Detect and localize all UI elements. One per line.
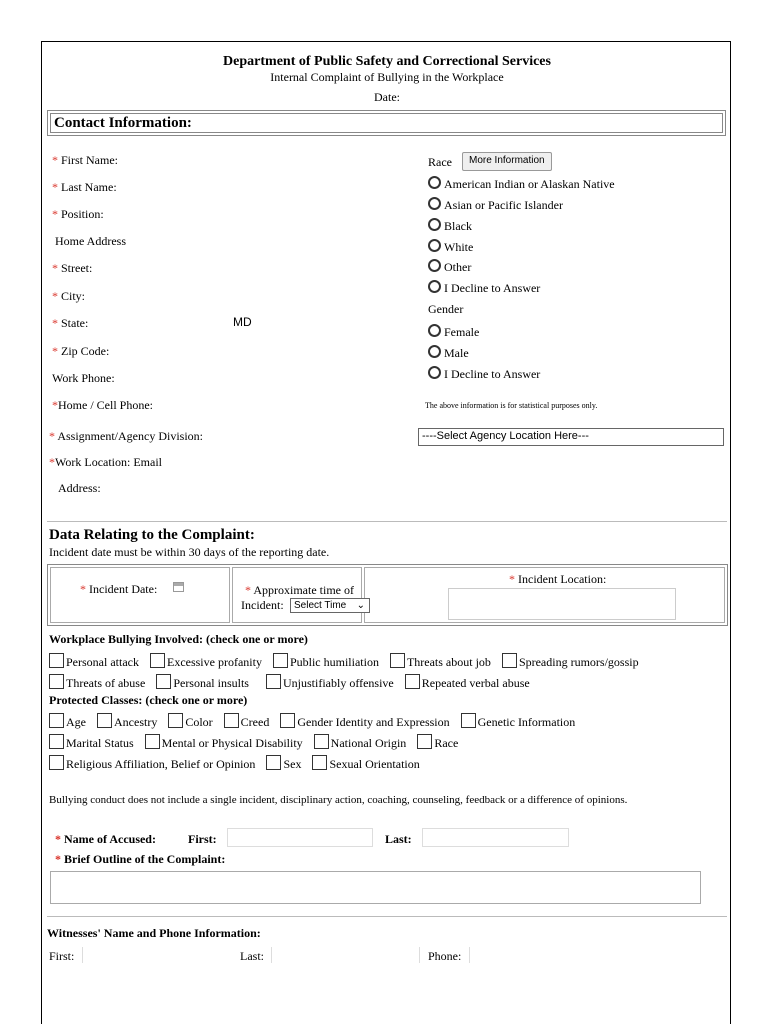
radio-icon[interactable] bbox=[428, 366, 441, 379]
last-name-label: * Last Name: bbox=[52, 180, 117, 194]
checkbox-icon[interactable] bbox=[156, 674, 171, 689]
race-option-white[interactable]: White bbox=[428, 239, 473, 255]
agency-location-select[interactable]: ----Select Agency Location Here--- bbox=[418, 428, 724, 446]
outline-label: * Brief Outline of the Complaint: bbox=[55, 852, 226, 866]
checkbox-icon[interactable] bbox=[417, 734, 432, 749]
checkbox-icon[interactable] bbox=[145, 734, 160, 749]
accused-first-label: First: bbox=[188, 832, 217, 846]
protected-row-3 bbox=[49, 755, 428, 772]
checkbox-disability[interactable]: Mental or Physical Disability bbox=[145, 736, 303, 750]
checkbox-icon[interactable] bbox=[49, 734, 64, 749]
incident-time-label: Incident: bbox=[241, 598, 284, 612]
checkbox-color[interactable]: Color bbox=[168, 715, 212, 729]
checkbox-creed[interactable]: Creed bbox=[224, 715, 270, 729]
witness-phone-label: Phone: bbox=[428, 949, 462, 963]
bullying-row-2 bbox=[49, 674, 538, 691]
zip-label: * Zip Code: bbox=[52, 344, 110, 358]
radio-icon[interactable] bbox=[428, 324, 441, 337]
checkbox-icon[interactable] bbox=[49, 653, 64, 668]
accused-name-label: * Name of Accused: bbox=[55, 832, 156, 846]
checkbox-race[interactable]: Race bbox=[417, 736, 458, 750]
radio-icon[interactable] bbox=[428, 218, 441, 231]
witness-last-input[interactable] bbox=[271, 947, 272, 963]
checkbox-icon[interactable] bbox=[266, 755, 281, 770]
witness-phone-input[interactable] bbox=[469, 947, 470, 963]
accused-first-input[interactable] bbox=[227, 828, 373, 847]
radio-icon[interactable] bbox=[428, 176, 441, 189]
checkbox-icon[interactable] bbox=[461, 713, 476, 728]
checkbox-age[interactable]: Age bbox=[49, 715, 86, 729]
checkbox-icon[interactable] bbox=[405, 674, 420, 689]
divider bbox=[47, 916, 727, 917]
checkbox-icon[interactable] bbox=[49, 755, 64, 770]
checkbox-threats-of-abuse[interactable]: Threats of abuse bbox=[49, 676, 145, 690]
checkbox-icon[interactable] bbox=[224, 713, 239, 728]
email-address-label: Address: bbox=[58, 481, 101, 495]
state-value[interactable]: MD bbox=[233, 315, 252, 329]
work-location-label: *Work Location: Email bbox=[49, 455, 163, 469]
race-option-decline[interactable]: I Decline to Answer bbox=[428, 280, 540, 296]
checkbox-icon[interactable] bbox=[150, 653, 165, 668]
witness-title: Witnesses' Name and Phone Information: bbox=[47, 926, 261, 940]
complaint-outline-textarea[interactable] bbox=[50, 871, 701, 904]
checkbox-icon[interactable] bbox=[390, 653, 405, 668]
street-label: * Street: bbox=[52, 261, 93, 275]
checkbox-threats-about-job[interactable]: Threats about job bbox=[390, 655, 491, 669]
disclaimer-text: Bullying conduct does not include a single incident, disciplinary action, coaching, counseling, feedback or a difference of opinions. bbox=[49, 794, 628, 806]
checkbox-marital-status[interactable]: Marital Status bbox=[49, 736, 134, 750]
checkbox-unjustifiably-offensive[interactable]: Unjustifiably offensive bbox=[266, 676, 394, 690]
chevron-down-icon: ⌄ bbox=[356, 600, 365, 611]
incident-date-label: * Incident Date: bbox=[80, 582, 158, 596]
contact-section-header bbox=[47, 110, 726, 136]
contact-section-title: Contact Information: bbox=[50, 113, 723, 133]
incident-location-input[interactable] bbox=[448, 588, 676, 620]
witness-divider bbox=[419, 947, 420, 963]
radio-icon[interactable] bbox=[428, 280, 441, 293]
checkbox-icon[interactable] bbox=[49, 713, 64, 728]
accused-last-label: Last: bbox=[385, 832, 412, 846]
race-option-other[interactable]: Other bbox=[428, 259, 471, 275]
checkbox-icon[interactable] bbox=[97, 713, 112, 728]
checkbox-icon[interactable] bbox=[266, 674, 281, 689]
gender-label: Gender bbox=[428, 302, 464, 316]
form-subtitle: Internal Complaint of Bullying in the Workplace bbox=[270, 70, 504, 84]
radio-icon[interactable] bbox=[428, 239, 441, 252]
race-option-asian[interactable]: Asian or Pacific Islander bbox=[428, 197, 563, 213]
time-select[interactable]: Select Time ⌄ bbox=[290, 598, 370, 613]
checkbox-genetic-information[interactable]: Genetic Information bbox=[461, 715, 576, 729]
assignment-label: * Assignment/Agency Division: bbox=[49, 429, 204, 443]
checkbox-national-origin[interactable]: National Origin bbox=[314, 736, 407, 750]
protected-row-1 bbox=[49, 713, 583, 730]
witness-first-label: First: bbox=[49, 949, 75, 963]
checkbox-icon[interactable] bbox=[502, 653, 517, 668]
gender-option-female[interactable]: Female bbox=[428, 324, 479, 340]
checkbox-repeated-verbal-abuse[interactable]: Repeated verbal abuse bbox=[405, 676, 530, 690]
state-label: * State: bbox=[52, 316, 89, 330]
city-label: * City: bbox=[52, 289, 86, 303]
race-label: Race bbox=[428, 155, 452, 169]
checkbox-personal-insults[interactable]: Personal insults bbox=[156, 676, 249, 690]
checkbox-icon[interactable] bbox=[314, 734, 329, 749]
statistical-note: The above information is for statistical purposes only. bbox=[425, 401, 598, 410]
gender-option-decline[interactable]: I Decline to Answer bbox=[428, 366, 540, 382]
radio-icon[interactable] bbox=[428, 345, 441, 358]
form-title: Department of Public Safety and Correctional Services bbox=[223, 54, 551, 69]
checkbox-spreading-rumors[interactable]: Spreading rumors/gossip bbox=[502, 655, 639, 669]
checkbox-icon[interactable] bbox=[168, 713, 183, 728]
gender-option-male[interactable]: Male bbox=[428, 345, 469, 361]
protected-title: Protected Classes: (check one or more) bbox=[49, 693, 248, 707]
bullying-row-1 bbox=[49, 653, 647, 670]
witness-first-input[interactable] bbox=[82, 947, 83, 963]
checkbox-sexual-orientation[interactable]: Sexual Orientation bbox=[312, 757, 419, 771]
position-label: * Position: bbox=[52, 207, 104, 221]
race-option-american-indian[interactable]: American Indian or Alaskan Native bbox=[428, 176, 615, 192]
incident-location-label: * Incident Location: bbox=[509, 572, 607, 586]
divider bbox=[47, 521, 727, 522]
incident-date-note: Incident date must be within 30 days of the reporting date. bbox=[49, 545, 330, 559]
checkbox-icon[interactable] bbox=[273, 653, 288, 668]
checkbox-religious-affiliation[interactable]: Religious Affiliation, Belief or Opinion bbox=[49, 757, 255, 771]
checkbox-public-humiliation[interactable]: Public humiliation bbox=[273, 655, 379, 669]
work-phone-label: Work Phone: bbox=[52, 371, 115, 385]
checkbox-ancestry[interactable]: Ancestry bbox=[97, 715, 157, 729]
checkbox-icon[interactable] bbox=[49, 674, 64, 689]
race-option-black[interactable]: Black bbox=[428, 218, 472, 234]
date-label: Date: bbox=[374, 90, 400, 104]
home-cell-label: *Home / Cell Phone: bbox=[52, 398, 153, 412]
form-page bbox=[41, 41, 731, 1024]
home-address-label: Home Address bbox=[55, 234, 126, 248]
accused-last-input[interactable] bbox=[422, 828, 569, 847]
witness-last-label: Last: bbox=[240, 949, 264, 963]
more-information-button[interactable]: More Information bbox=[462, 152, 552, 171]
calendar-icon[interactable] bbox=[173, 582, 184, 592]
checkbox-sex[interactable]: Sex bbox=[266, 757, 301, 771]
protected-row-2 bbox=[49, 734, 466, 751]
radio-icon[interactable] bbox=[428, 259, 441, 272]
approx-time-label: * Approximate time of bbox=[245, 583, 354, 597]
bullying-title: Workplace Bullying Involved: (check one or more) bbox=[49, 632, 308, 646]
checkbox-excessive-profanity[interactable]: Excessive profanity bbox=[150, 655, 262, 669]
checkbox-gender-identity[interactable]: Gender Identity and Expression bbox=[280, 715, 449, 729]
checkbox-icon[interactable] bbox=[280, 713, 295, 728]
first-name-label: * First Name: bbox=[52, 153, 118, 167]
checkbox-personal-attack[interactable]: Personal attack bbox=[49, 655, 139, 669]
checkbox-icon[interactable] bbox=[312, 755, 327, 770]
radio-icon[interactable] bbox=[428, 197, 441, 210]
complaint-section-title: Data Relating to the Complaint: bbox=[49, 527, 255, 543]
